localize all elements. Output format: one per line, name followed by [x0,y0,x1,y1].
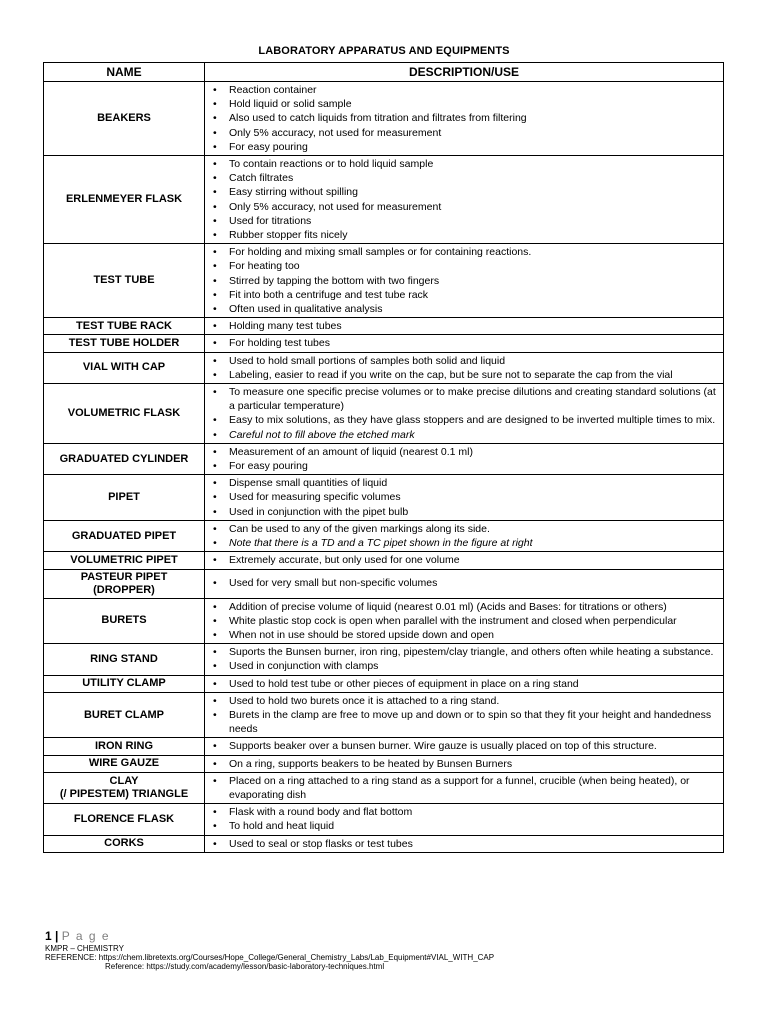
table-row [44,443,724,474]
table-row [44,738,724,755]
description-item: • Fit into both a centrifuge and test tube rack [209,288,719,302]
table-body [44,82,724,853]
description-item: • Extremely accurate, but only used for one volume [209,553,719,567]
description-item: • For easy pouring [209,459,719,473]
apparatus-description [205,335,724,352]
description-item: • Used to seal or stop flasks or test tubes [209,837,719,851]
description-item: • Measurement of an amount of liquid (nearest 0.1 ml) [209,445,719,459]
description-item: • Used to hold small portions of samples both solid and liquid [209,354,719,368]
apparatus-name: VOLUMETRIC FLASK [44,384,205,444]
apparatus-name: BURET CLAMP [44,692,205,738]
description-item: • Labeling, easier to read if you write on the cap, but be sure not to separate the cap from the vial [209,368,719,382]
description-item: • Stirred by tapping the bottom with two fingers [209,274,719,288]
page-word: P a g e [61,929,111,943]
description-item: • Catch filtrates [209,171,719,185]
description-list [209,600,719,643]
description-item: • Can be used to any of the given markings along its side. [209,522,719,536]
table-header-row [44,63,724,82]
description-list [209,677,719,691]
description-item: • When not in use should be stored upside down and open [209,628,719,642]
description-item: • Used in conjunction with clamps [209,659,719,673]
description-item: • Only 5% accuracy, not used for measurement [209,126,719,140]
reference-line-1: REFERENCE: https://chem.libretexts.org/Courses/Hope_College/General_Chemistry_Labs/Lab_Equipment#VIAL_WITH_CAP [45,953,495,962]
description-item: • Dispense small quantities of liquid [209,476,719,490]
apparatus-description [205,82,724,156]
description-item: • Reaction container [209,83,719,97]
table-row [44,244,724,318]
description-list [209,319,719,333]
table-row [44,598,724,644]
table-row [44,335,724,352]
apparatus-description [205,675,724,692]
description-item: • On a ring, supports beakers to be heated by Bunsen Burners [209,757,719,771]
apparatus-name: ERLENMEYER FLASK [44,156,205,244]
description-list [209,157,719,242]
table-row [44,520,724,551]
description-item: • Easy stirring without spilling [209,185,719,199]
page-footer [45,928,494,971]
description-item: • For holding test tubes [209,336,719,350]
table-row [44,644,724,675]
apparatus-description [205,755,724,772]
description-item: • For easy pouring [209,140,719,154]
description-item: • Burets in the clamp are free to move up and down or to spin so that they fit your height and handedness needs [209,708,719,736]
apparatus-name: CORKS [44,835,205,852]
apparatus-name: FLORENCE FLASK [44,804,205,835]
description-list [209,476,719,519]
apparatus-name: CLAY (/ PIPESTEM) TRIANGLE [44,772,205,803]
apparatus-description [205,244,724,318]
description-item: • Suports the Bunsen burner, iron ring, pipestem/clay triangle, and others often while heating a substance. [209,645,719,659]
description-item: • Also used to catch liquids from titration and filtrates from filtering [209,111,719,125]
apparatus-table [43,62,724,853]
table-row [44,352,724,383]
description-item: • Used to hold two burets once it is attached to a ring stand. [209,694,719,708]
description-item: • Addition of precise volume of liquid (nearest 0.01 ml) (Acids and Bases: for titrations or others) [209,600,719,614]
reference-line-2: Reference: https://study.com/academy/lesson/basic-laboratory-techniques.html [105,962,385,971]
apparatus-name: WIRE GAUZE [44,755,205,772]
apparatus-name: UTILITY CLAMP [44,675,205,692]
table-row [44,675,724,692]
description-list [209,739,719,753]
description-item: • Used for very small but non-specific volumes [209,576,719,590]
description-item: • Placed on a ring attached to a ring stand as a support for a funnel, crucible (when being heated), or evaporating dish [209,774,719,802]
table-row [44,384,724,444]
description-list [209,837,719,851]
apparatus-description [205,738,724,755]
apparatus-description [205,552,724,569]
apparatus-name: BEAKERS [44,82,205,156]
apparatus-name: TEST TUBE HOLDER [44,335,205,352]
table-row [44,835,724,852]
apparatus-name: TEST TUBE [44,244,205,318]
apparatus-description [205,475,724,521]
description-item: • Often used in qualitative analysis [209,302,719,316]
table-row [44,318,724,335]
table-row [44,772,724,803]
apparatus-description [205,156,724,244]
apparatus-name: RING STAND [44,644,205,675]
apparatus-description [205,384,724,444]
author-line: KMPR – CHEMISTRY [45,944,124,953]
apparatus-description [205,804,724,835]
description-item: • For holding and mixing small samples or for containing reactions. [209,245,719,259]
description-list [209,774,719,802]
apparatus-description [205,443,724,474]
apparatus-name: TEST TUBE RACK [44,318,205,335]
description-list [209,83,719,154]
description-item: • Note that there is a TD and a TC pipet shown in the figure at right [209,536,719,550]
apparatus-description [205,692,724,738]
apparatus-description [205,598,724,644]
description-item: • Used for titrations [209,214,719,228]
apparatus-description [205,569,724,598]
description-item: • To measure one specific precise volumes or to make precise dilutions and creating standard solutions (at a particular temperature) [209,385,719,413]
page-separator: | [55,929,59,943]
description-list [209,576,719,590]
apparatus-description [205,352,724,383]
description-item: • Used to hold test tube or other pieces of equipment in place on a ring stand [209,677,719,691]
description-list [209,245,719,316]
apparatus-name: VIAL WITH CAP [44,352,205,383]
description-item: • Hold liquid or solid sample [209,97,719,111]
page-number-line [45,928,494,944]
description-item: • Rubber stopper fits nicely [209,228,719,242]
description-list [209,385,719,442]
description-item: • To hold and heat liquid [209,819,719,833]
description-item: • Easy to mix solutions, as they have glass stoppers and are designed to be inverted multiple times to mix. [209,413,719,427]
description-item: • For heating too [209,259,719,273]
apparatus-name: IRON RING [44,738,205,755]
description-column-header: DESCRIPTION/USE [205,63,724,82]
apparatus-name: VOLUMETRIC PIPET [44,552,205,569]
description-list [209,553,719,567]
table-row [44,156,724,244]
description-list [209,445,719,473]
description-list [209,694,719,737]
table-row [44,755,724,772]
description-list [209,522,719,550]
table-row [44,692,724,738]
apparatus-description [205,318,724,335]
description-item: • Used in conjunction with the pipet bulb [209,505,719,519]
description-item: • White plastic stop cock is open when parallel with the instrument and closed when perpendicular [209,614,719,628]
description-item: • Supports beaker over a bunsen burner. Wire gauze is usually placed on top of this structure. [209,739,719,753]
table-row [44,804,724,835]
apparatus-name: PIPET [44,475,205,521]
description-item: • Flask with a round body and flat bottom [209,805,719,819]
description-list [209,757,719,771]
apparatus-name: PASTEUR PIPET (DROPPER) [44,569,205,598]
description-item: • Holding many test tubes [209,319,719,333]
apparatus-description [205,520,724,551]
table-row [44,475,724,521]
table-row [44,82,724,156]
document-title: LABORATORY APPARATUS AND EQUIPMENTS [258,45,510,57]
table-row [44,552,724,569]
apparatus-description [205,772,724,803]
page-number: 1 [45,929,52,943]
apparatus-name: GRADUATED PIPET [44,520,205,551]
apparatus-name: BURETS [44,598,205,644]
description-item: • Only 5% accuracy, not used for measurement [209,200,719,214]
description-item: • To contain reactions or to hold liquid sample [209,157,719,171]
description-list [209,354,719,382]
name-column-header: NAME [44,63,205,82]
description-item: • Careful not to fill above the etched mark [209,428,719,442]
apparatus-name: GRADUATED CYLINDER [44,443,205,474]
description-item: • Used for measuring specific volumes [209,490,719,504]
apparatus-description [205,644,724,675]
description-list [209,336,719,350]
table-row [44,569,724,598]
description-list [209,805,719,833]
apparatus-description [205,835,724,852]
description-list [209,645,719,673]
